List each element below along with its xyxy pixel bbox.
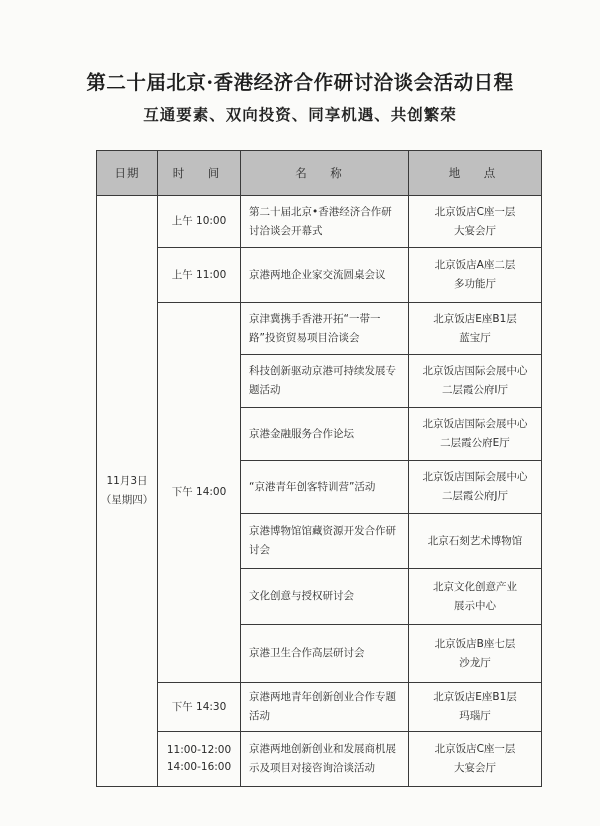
venue-line: 北京石刻艺术博物馆 <box>427 534 523 547</box>
event-name: 京津冀携手香港开拓“一带一路”投资贸易项目洽谈会 <box>241 303 409 355</box>
page-title: 第二十届北京·香港经济合作研讨洽谈会活动日程 <box>86 71 514 94</box>
event-name: “京港青年创客特训营”活动 <box>241 461 409 514</box>
time-range: 14:00-16:00 <box>166 761 232 773</box>
event-name: 京港两地青年创新创业合作专题活动 <box>241 683 409 732</box>
venue-line: 北京饭店E座B1层 <box>433 312 517 325</box>
venue-line: 沙龙厅 <box>459 656 491 669</box>
venue-line: 玛瑙厅 <box>459 710 491 722</box>
venue-cell <box>409 196 542 248</box>
time-cell: 下午 14:00 <box>158 303 241 683</box>
time-cell: 下午 14:30 <box>158 683 241 732</box>
time-cell <box>158 732 241 787</box>
time-range: 11:00-12:00 <box>166 744 232 756</box>
schedule-table <box>96 150 542 787</box>
venue-line: 北京饭店国际会展中心 <box>422 365 528 377</box>
event-name: 京港金融服务合作论坛 <box>241 408 409 461</box>
venue-line: 北京文化创意产业 <box>433 580 517 593</box>
venue-cell <box>409 569 542 625</box>
venue-cell <box>409 683 542 732</box>
header-name: 名 称 <box>241 151 409 196</box>
table-row <box>97 303 542 355</box>
venue-cell <box>409 514 542 569</box>
venue-line: 二层霞公府J厅 <box>441 490 509 502</box>
venue-line: 二层霞公府E厅 <box>440 437 510 449</box>
venue-line: 多功能厅 <box>454 278 496 290</box>
venue-line: 展示中心 <box>454 599 496 612</box>
table-row <box>97 732 542 787</box>
venue-line: 北京饭店C座一层 <box>434 205 516 218</box>
venue-line: 大宴会厅 <box>454 224 496 237</box>
venue-cell <box>409 355 542 408</box>
venue-cell <box>409 461 542 514</box>
table-header-row <box>97 151 542 196</box>
table-row <box>97 196 542 248</box>
venue-line: 北京饭店国际会展中心 <box>422 471 528 483</box>
venue-cell <box>409 625 542 683</box>
venue-line: 大宴会厅 <box>454 762 496 774</box>
venue-cell <box>409 248 542 303</box>
page-subtitle: 互通要素、双向投资、同享机遇、共创繁荣 <box>143 106 457 124</box>
time-cell: 上午 11:00 <box>158 248 241 303</box>
table-row <box>97 683 542 732</box>
event-name: 科技创新驱动京港可持续发展专题活动 <box>241 355 409 408</box>
venue-line: 北京饭店C座一层 <box>434 743 516 755</box>
venue-line: 北京饭店国际会展中心 <box>422 418 528 430</box>
event-name: 文化创意与授权研讨会 <box>241 569 409 625</box>
venue-line: 北京饭店A座二层 <box>434 259 516 271</box>
time-cell: 上午 10:00 <box>158 196 241 248</box>
event-name: 京港两地企业家交流圆桌会议 <box>241 248 409 303</box>
event-name: 京港博物馆馆藏资源开发合作研讨会 <box>241 514 409 569</box>
header-place: 地 点 <box>409 151 542 196</box>
header-time: 时 间 <box>158 151 241 196</box>
venue-cell <box>409 303 542 355</box>
event-name: 第二十届北京•香港经济合作研讨洽谈会开幕式 <box>241 196 409 248</box>
venue-line: 北京饭店B座七层 <box>434 637 516 650</box>
venue-line: 蓝宝厅 <box>459 331 491 344</box>
venue-cell <box>409 408 542 461</box>
date-line: 11月3日 <box>106 475 148 487</box>
venue-cell <box>409 732 542 787</box>
event-name: 京港两地创新创业和发展商机展示及项目对接咨询洽谈活动 <box>241 732 409 787</box>
venue-line: 二层霞公府I厅 <box>441 384 509 396</box>
event-name: 京港卫生合作高层研讨会 <box>241 625 409 683</box>
header-date: 日期 <box>97 151 158 196</box>
weekday-line: （星期四） <box>100 494 154 506</box>
table-row <box>97 248 542 303</box>
venue-line: 北京饭店E座B1层 <box>433 691 517 703</box>
date-cell <box>97 196 158 787</box>
